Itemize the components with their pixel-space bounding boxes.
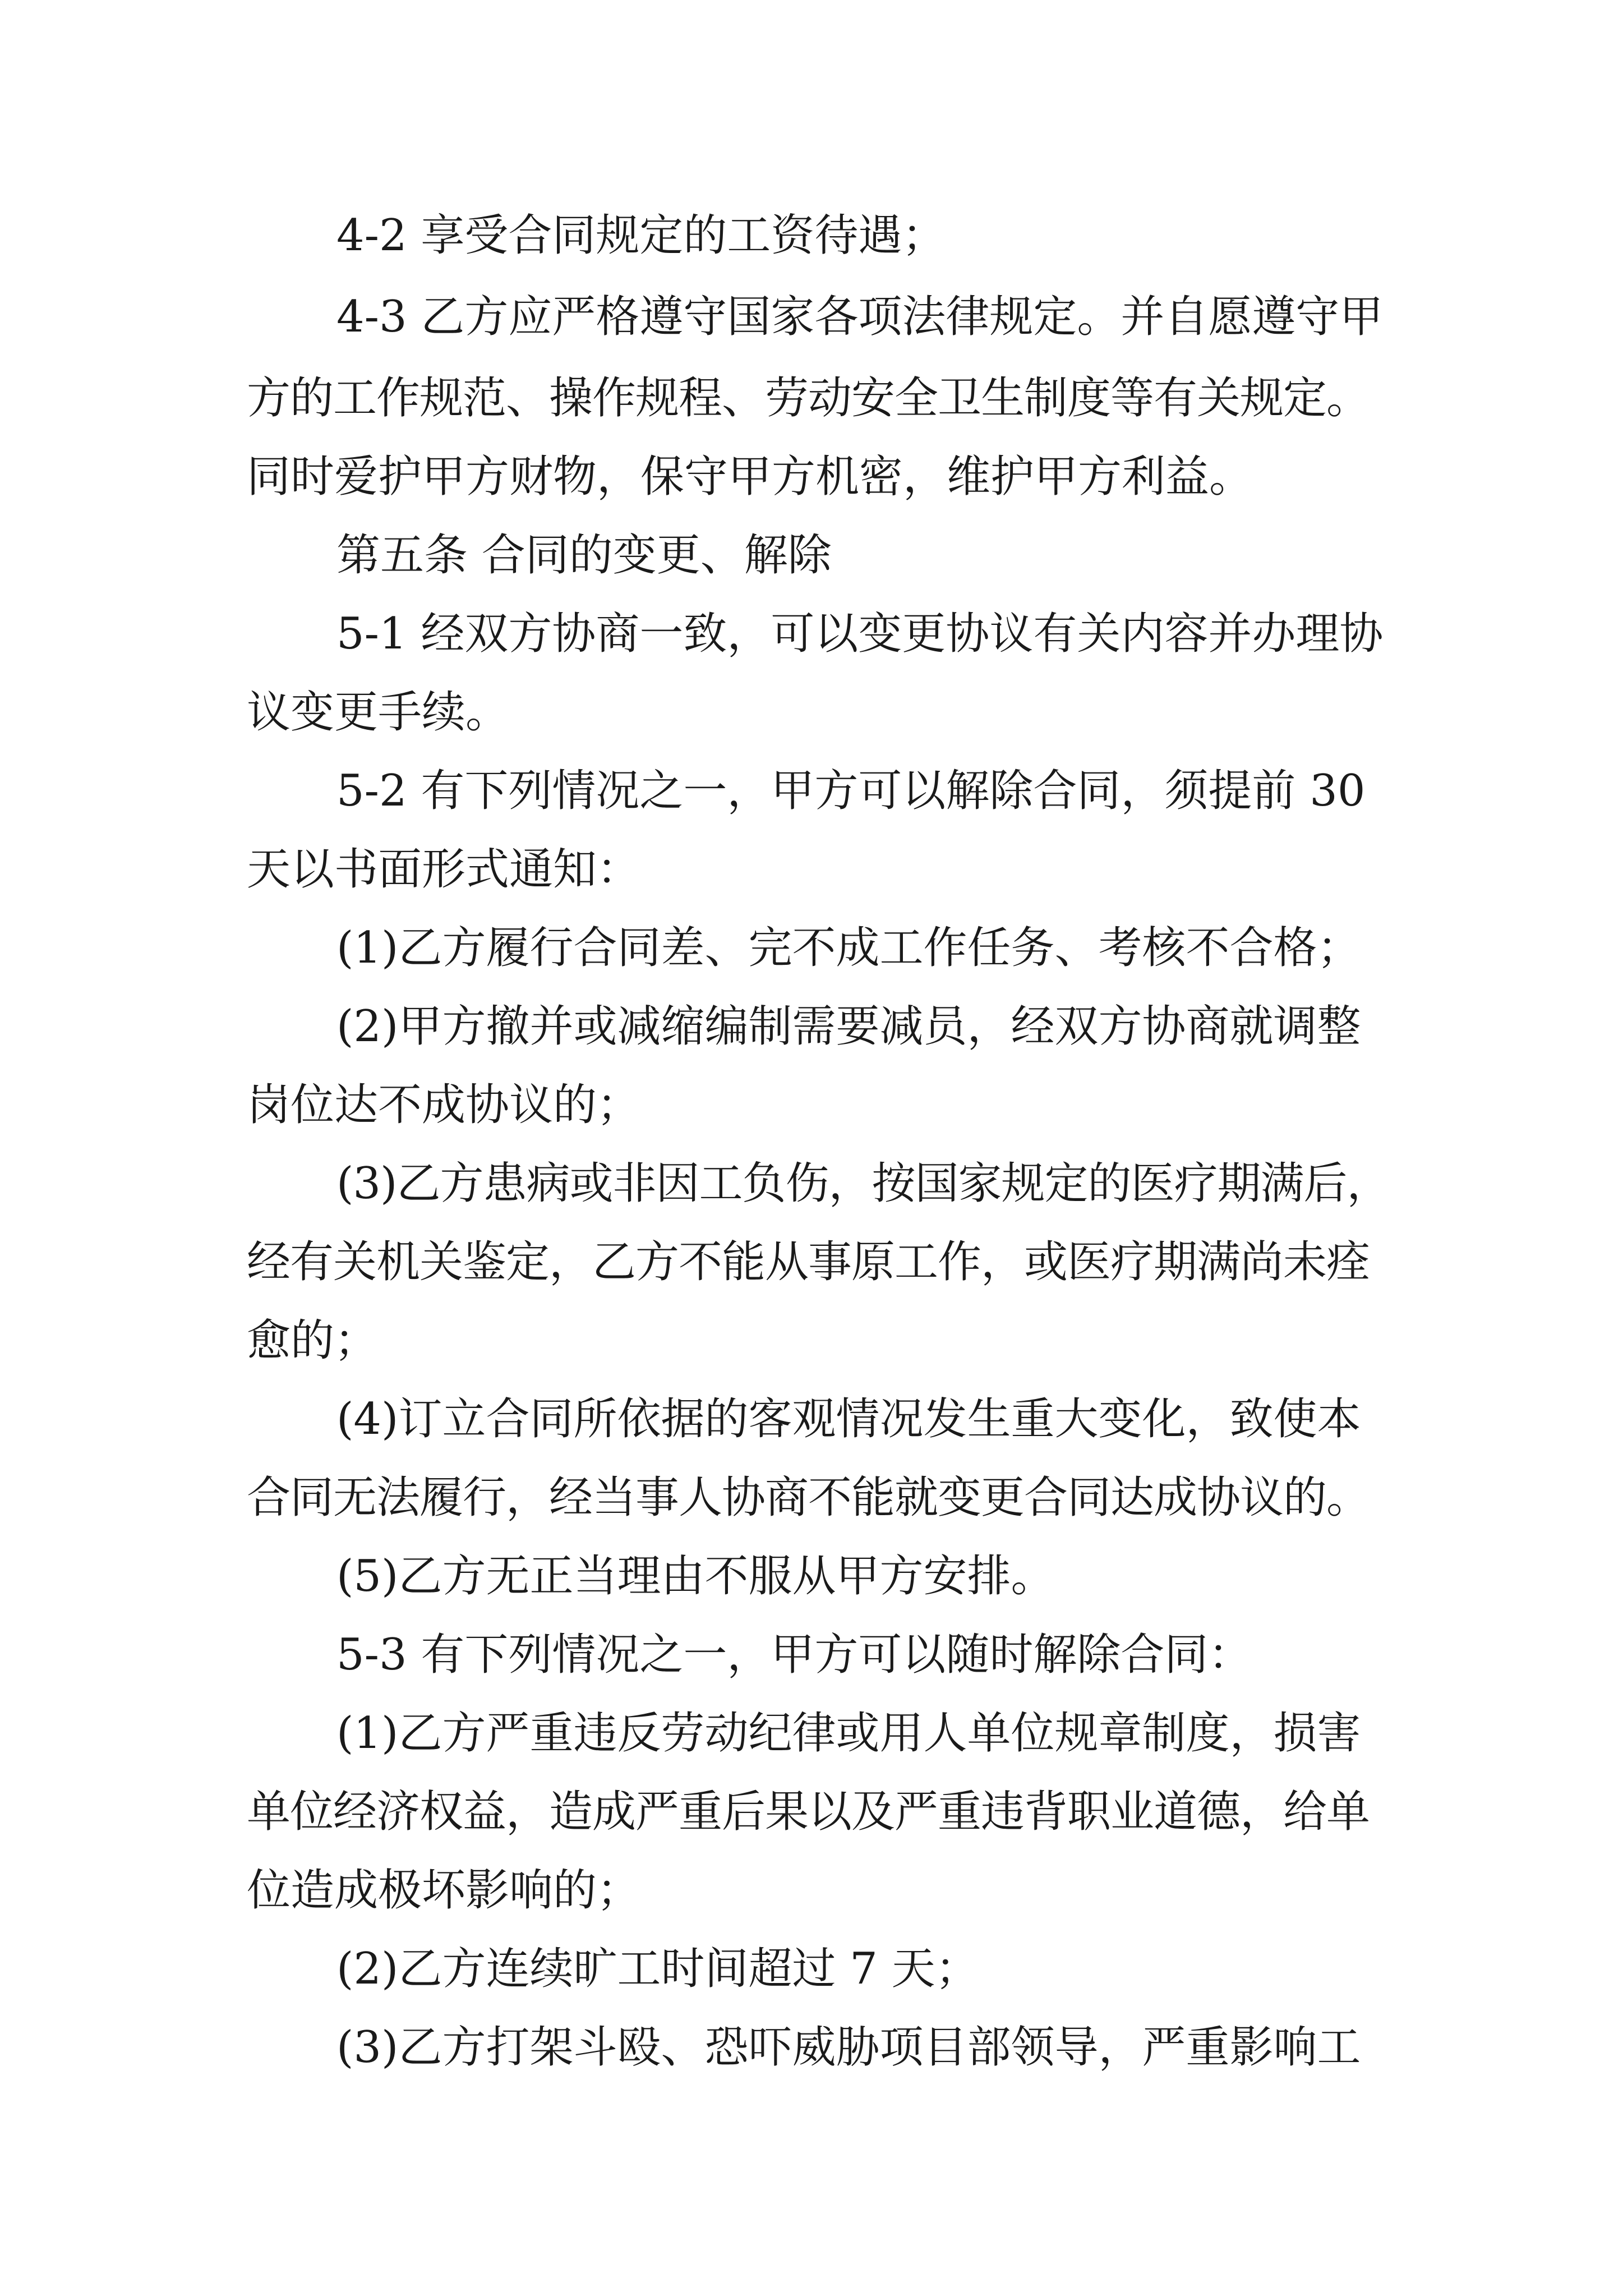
- text-line: 同时爱护甲方财物，保守甲方机密，维护甲方利益。: [247, 452, 1253, 502]
- text-line: 天以书面形式通知：: [247, 844, 641, 895]
- text-line: (1)乙方严重违反劳动纪律或用人单位规章制度，损害: [336, 1708, 1361, 1759]
- text-line: 愈的；: [247, 1315, 379, 1366]
- text-line: 合同无法履行，经当事人协商不能就变更合同达成协议的。: [247, 1473, 1370, 1523]
- text-line: 单位经济权益，造成严重后果以及严重违背职业道德，给单: [247, 1787, 1370, 1837]
- text-line: 4-3 乙方应严格遵守国家各项法律规定。并自愿遵守甲: [336, 292, 1384, 342]
- text-line: (2)甲方撤并或减缩编制需要减员，经双方协商就调整: [336, 1001, 1361, 1052]
- text-line: (2)乙方连续旷工时间超过 7 天；: [336, 1944, 979, 1994]
- text-line: 5-1 经双方协商一致，可以变更协议有关内容并办理协: [336, 609, 1384, 659]
- text-line: (5)乙方无正当理由不服从甲方安排。: [336, 1551, 1055, 1602]
- text-line: 经有关机关鉴定，乙方不能从事原工作，或医疗期满尚未痊: [247, 1237, 1370, 1287]
- text-line: 方的工作规范、操作规程、劳动安全卫生制度等有关规定。: [247, 373, 1370, 424]
- text-line: 岗位达不成协议的；: [247, 1080, 641, 1130]
- text-line: (1)乙方履行合同差、完不成工作任务、考核不合格；: [336, 923, 1361, 973]
- text-line: 5-3 有下列情况之一，甲方可以随时解除合同：: [336, 1630, 1252, 1680]
- text-line: (3)乙方患病或非因工负伤，按国家规定的医疗期满后，: [336, 1158, 1390, 1209]
- section-heading: 第五条 合同的变更、解除: [336, 530, 832, 581]
- text-line: 4-2 享受合同规定的工资待遇；: [336, 210, 946, 261]
- text-line: 位造成极坏影响的；: [247, 1865, 641, 1916]
- text-line: 5-2 有下列情况之一，甲方可以解除合同，须提前 30: [336, 766, 1366, 816]
- text-line: 议变更手续。: [247, 687, 510, 738]
- text-line: (3)乙方打架斗殴、恐吓威胁项目部领导，严重影响工: [336, 2022, 1361, 2073]
- text-line: (4)订立合同所依据的客观情况发生重大变化，致使本: [336, 1394, 1361, 1444]
